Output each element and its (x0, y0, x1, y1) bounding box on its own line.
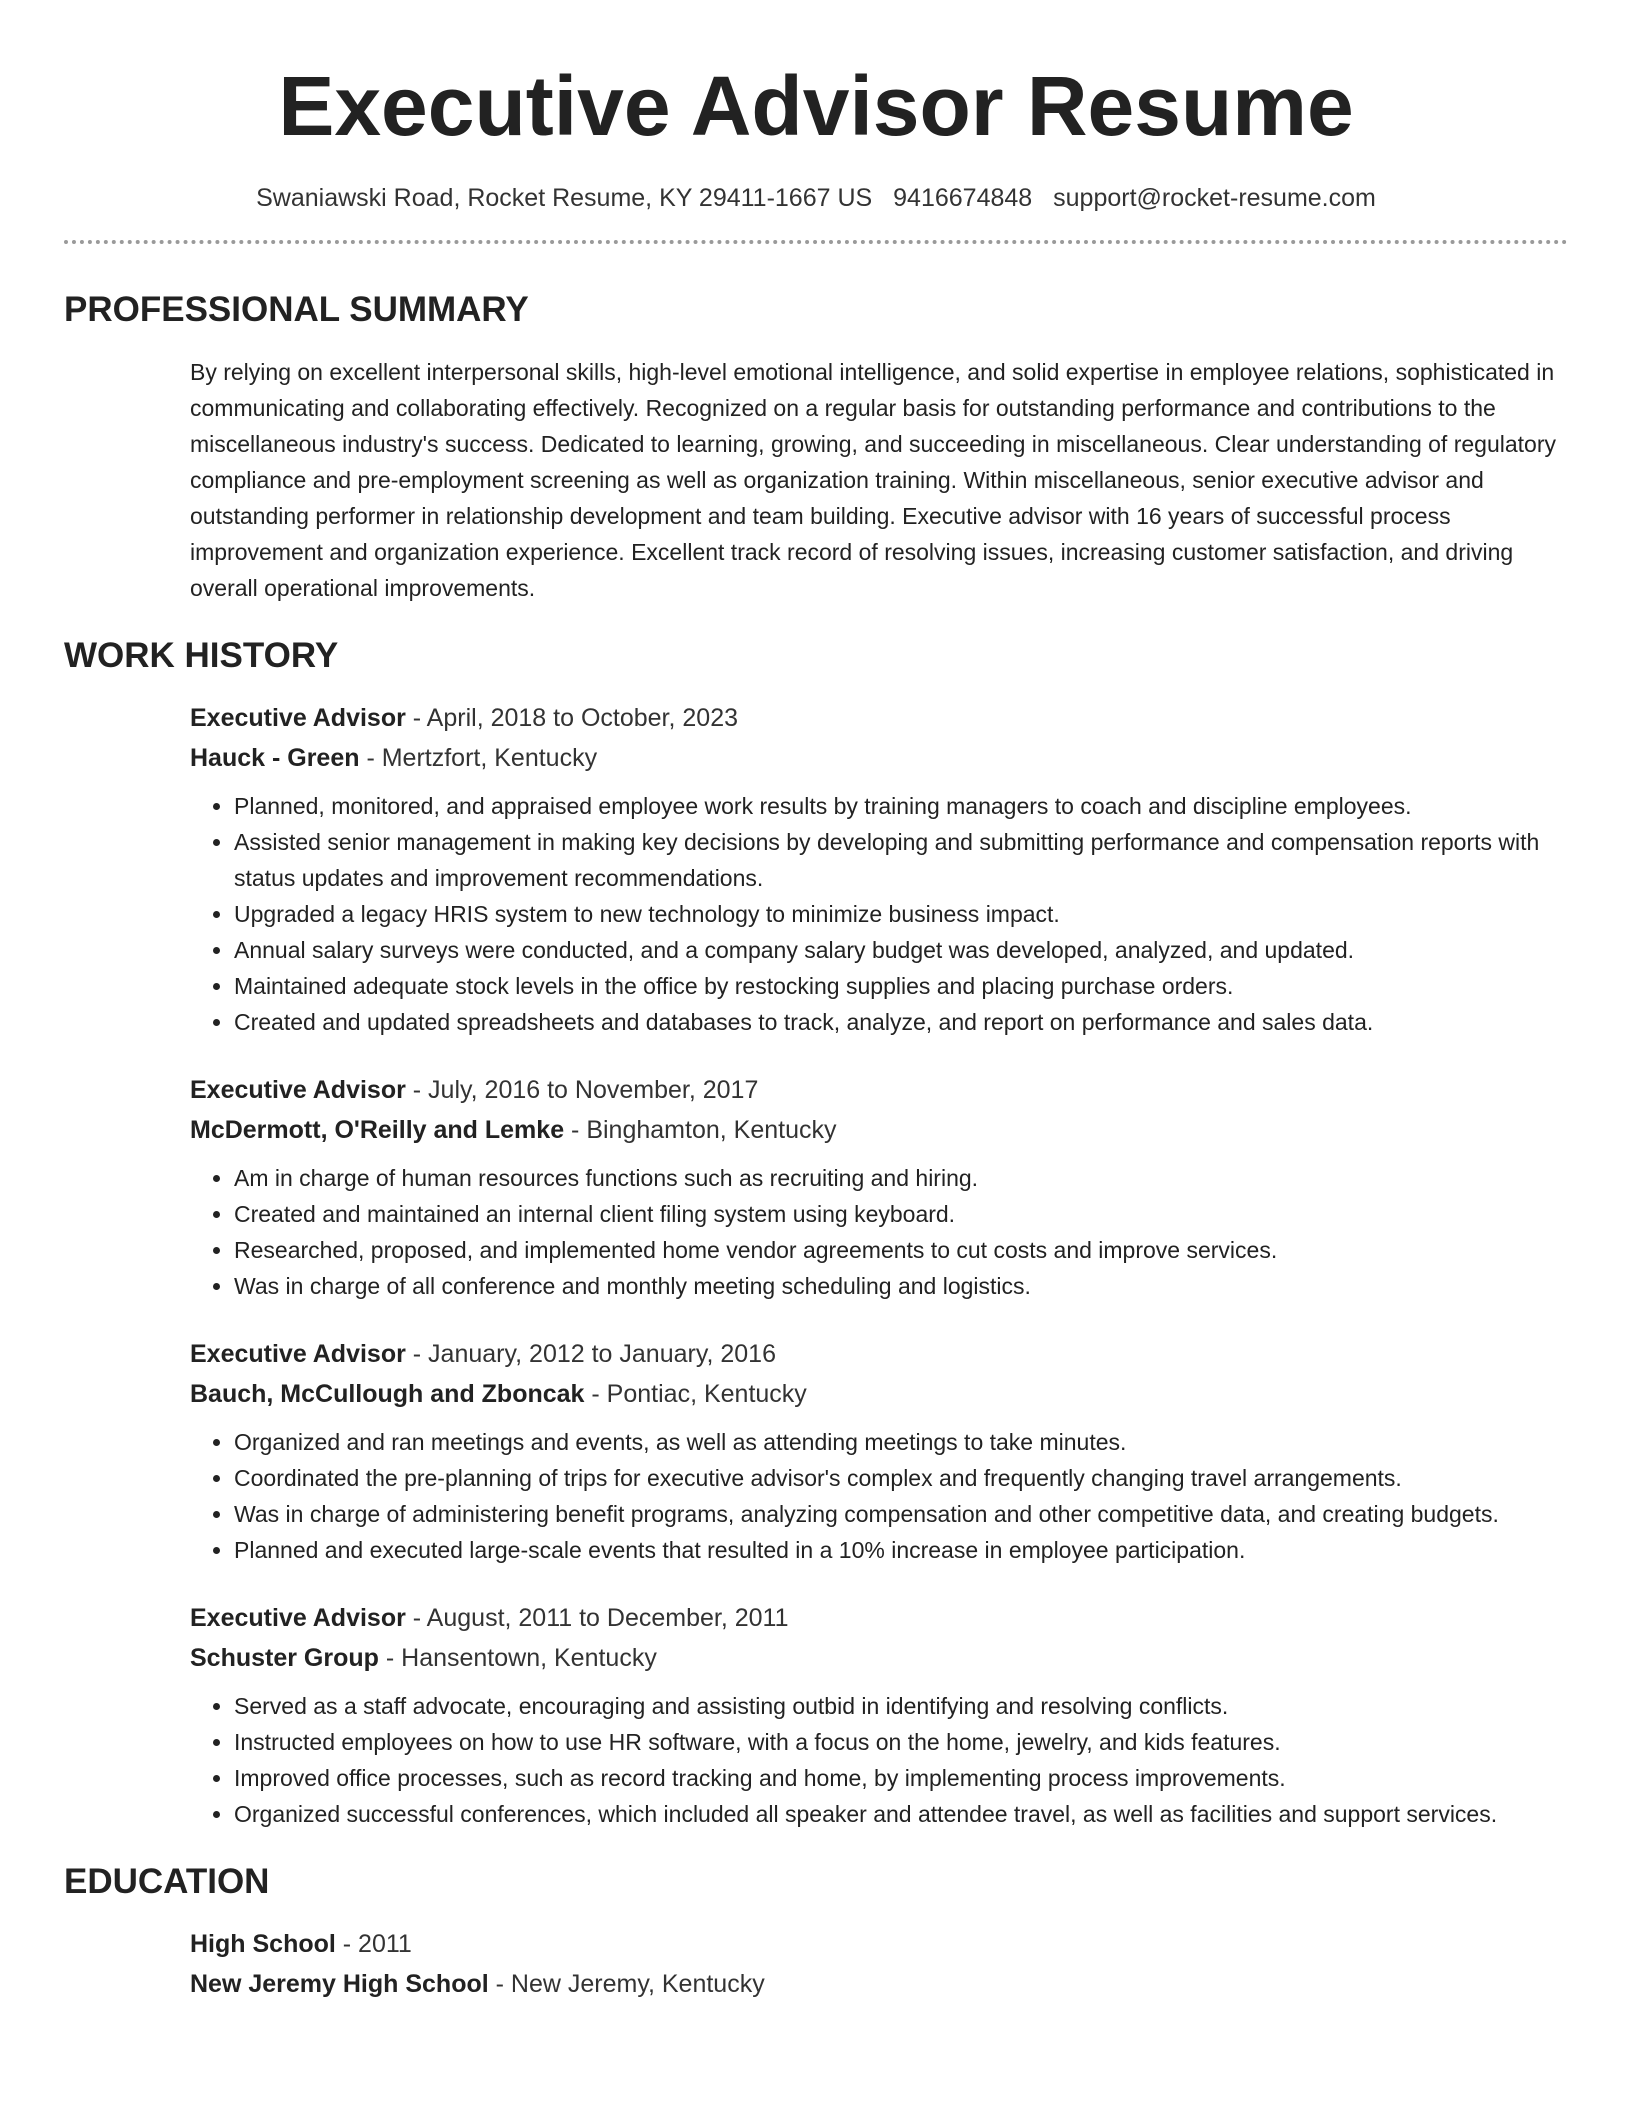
work-history-heading: WORK HISTORY (64, 636, 339, 675)
contact-line (64, 182, 1568, 214)
job-dates: - January, 2012 to January, 2016 (405, 1340, 776, 1368)
job-bullet: • Coordinated the pre-planning of trips for executive advisor's complex and frequently changing travel arrangements. (234, 1460, 1568, 1496)
education-entry (190, 1924, 1568, 2004)
contact-address: Swaniawski Road, Rocket Resume, KY 29411-1667 US (256, 184, 873, 212)
education-school: New Jeremy High School (190, 1970, 489, 1998)
work-history-section (64, 634, 1568, 1832)
job-bullet: • Planned and executed large-scale events that resulted in a 10% increase in employee participation. (234, 1532, 1568, 1568)
job-company: Hauck - Green (190, 744, 360, 772)
job-role-line (190, 1598, 1568, 1638)
summary-text: By relying on excellent interpersonal skills, high-level emotional intelligence, and solid expertise in employee relations, sophisticated in communicating and collaborating effectively. Recognized on a regular basis for outstanding performance and contributions to the miscellaneous industry's success. Dedicated to learning, growing, and succeeding in miscellaneous. Clear understanding of regulatory compliance and pre-employment screening as well as organization training. Within miscellaneous, senior executive advisor and outstanding performer in relationship development and team building. Executive advisor with 16 years of successful process improvement and organization experience. Excellent track record of resolving issues, increasing customer satisfaction, and driving overall operational improvements. (190, 359, 1556, 601)
education-section (64, 1860, 1568, 2004)
job-company-line (190, 1374, 1568, 1414)
job-role-line (190, 1070, 1568, 1110)
job-role-line (190, 1334, 1568, 1374)
job-bullet: • Was in charge of administering benefit programs, analyzing compensation and other competitive data, and creating budgets. (234, 1496, 1568, 1532)
job-bullets (190, 1160, 1568, 1304)
education-degree: High School (190, 1930, 336, 1958)
job-company: Schuster Group (190, 1644, 379, 1672)
job-bullets (190, 1688, 1568, 1832)
job-role-line (190, 698, 1568, 738)
contact-email: support@rocket-resume.com (1053, 184, 1376, 212)
job-bullet: • Instructed employees on how to use HR software, with a focus on the home, jewelry, and kids features. (234, 1724, 1568, 1760)
job-company-line (190, 1638, 1568, 1678)
job-company: Bauch, McCullough and Zboncak (190, 1380, 585, 1408)
job-bullet: • Annual salary surveys were conducted, and a company salary budget was developed, analyzed, and updated. (234, 932, 1568, 968)
job-bullet: • Maintained adequate stock levels in the office by restocking supplies and placing purchase orders. (234, 968, 1568, 1004)
job-entry (190, 698, 1568, 1040)
contact-phone: 9416674848 (893, 184, 1033, 212)
education-heading: EDUCATION (64, 1862, 270, 1901)
education-degree-line (190, 1924, 1568, 1964)
job-dates: - April, 2018 to October, 2023 (405, 704, 738, 732)
job-bullet: • Upgraded a legacy HRIS system to new technology to minimize business impact. (234, 896, 1568, 932)
job-bullet: • Organized and ran meetings and events, as well as attending meetings to take minutes. (234, 1424, 1568, 1460)
job-bullet: • Served as a staff advocate, encouraging and assisting outbid in identifying and resolving conflicts. (234, 1688, 1568, 1724)
summary-section (64, 288, 1568, 606)
job-role: Executive Advisor (190, 1604, 406, 1632)
job-role: Executive Advisor (190, 1076, 406, 1104)
job-bullets (190, 1424, 1568, 1568)
job-role: Executive Advisor (190, 1340, 406, 1368)
job-bullet: • Planned, monitored, and appraised employee work results by training managers to coach and discipline employees. (234, 788, 1568, 824)
resume-page (64, 0, 1568, 2004)
job-bullet: • Researched, proposed, and implemented home vendor agreements to cut costs and improve services. (234, 1232, 1568, 1268)
resume-title: Executive Advisor Resume (278, 59, 1354, 153)
job-location: - Pontiac, Kentucky (584, 1380, 807, 1408)
job-bullet: • Organized successful conferences, which included all speaker and attendee travel, as well as facilities and support services. (234, 1796, 1568, 1832)
job-location: - Hansentown, Kentucky (378, 1644, 657, 1672)
job-bullets (190, 788, 1568, 1040)
job-entry (190, 1598, 1568, 1832)
job-role: Executive Advisor (190, 704, 406, 732)
job-bullet: • Created and maintained an internal client filing system using keyboard. (234, 1196, 1568, 1232)
education-school-line (190, 1964, 1568, 2004)
summary-heading: PROFESSIONAL SUMMARY (64, 290, 529, 329)
job-bullet: • Created and updated spreadsheets and databases to track, analyze, and report on performance and sales data. (234, 1004, 1568, 1040)
job-bullet: • Assisted senior management in making key decisions by developing and submitting performance and compensation reports with status updates and improvement recommendations. (234, 824, 1568, 896)
job-company-line (190, 738, 1568, 778)
job-bullet: • Improved office processes, such as record tracking and home, by implementing process improvements. (234, 1760, 1568, 1796)
education-location: - New Jeremy, Kentucky (488, 1970, 765, 1998)
job-dates: - July, 2016 to November, 2017 (405, 1076, 759, 1104)
job-location: - Mertzfort, Kentucky (359, 744, 598, 772)
job-bullet: • Was in charge of all conference and monthly meeting scheduling and logistics. (234, 1268, 1568, 1304)
job-location: - Binghamton, Kentucky (564, 1116, 837, 1144)
job-company-line (190, 1110, 1568, 1150)
education-year: - 2011 (335, 1930, 412, 1958)
job-company: McDermott, O'Reilly and Lemke (190, 1116, 565, 1144)
header-divider (64, 240, 1568, 244)
job-entry (190, 1070, 1568, 1304)
job-bullet: • Am in charge of human resources functions such as recruiting and hiring. (234, 1160, 1568, 1196)
job-entry (190, 1334, 1568, 1568)
job-dates: - August, 2011 to December, 2011 (405, 1604, 789, 1632)
